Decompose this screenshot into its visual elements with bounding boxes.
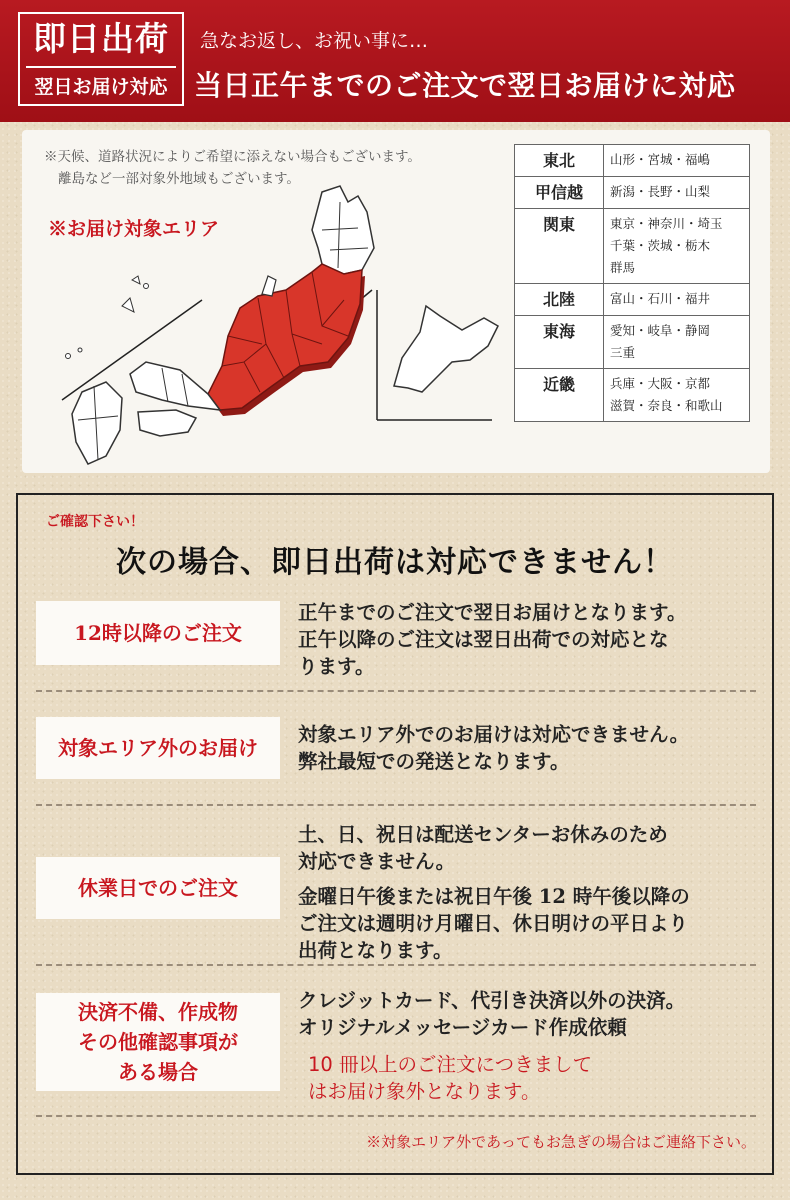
conditions-title: 次の場合、即日出荷は対応できません！ xyxy=(116,545,674,580)
region-name: 近畿 xyxy=(515,369,604,422)
divider xyxy=(36,804,756,806)
divider xyxy=(36,964,756,966)
pref-line: 東京・神奈川・埼玉 xyxy=(610,216,723,231)
region-name: 関東 xyxy=(515,209,604,284)
case-line: 弊社最短での発送となります。 xyxy=(298,750,570,773)
delivery-area-label: ※お届け対象エリア xyxy=(48,218,220,240)
divider xyxy=(36,1115,756,1117)
case-line: 土、日、祝日は配送センターお休みのため xyxy=(298,823,668,846)
case-line: 正午までのご注文で翌日お届けとなります。 xyxy=(298,601,687,624)
case-text-payment xyxy=(298,987,758,1105)
case-label-after-noon: 12時以降のご注文 xyxy=(36,601,280,665)
case-label-line: ある場合 xyxy=(118,1060,198,1084)
table-row xyxy=(515,145,750,177)
table-row xyxy=(515,316,750,369)
case-label-payment xyxy=(36,993,280,1091)
same-day-badge xyxy=(18,12,184,106)
region-prefectures xyxy=(604,209,750,284)
region-name: 北陸 xyxy=(515,284,604,316)
case-line: 正午以降のご注文は翌日出荷での対応とな xyxy=(298,628,669,651)
region-table xyxy=(514,144,750,422)
divider xyxy=(36,690,756,692)
case-text-outside-area xyxy=(298,721,758,775)
case-label-holiday: 休業日でのご注文 xyxy=(36,857,280,919)
table-row xyxy=(515,369,750,422)
case-line: 金曜日午後または祝日午後 12 時午後以降の xyxy=(298,885,690,908)
shikoku-region-shape xyxy=(138,410,196,436)
case-text-holiday xyxy=(298,821,758,964)
badge-divider xyxy=(26,66,176,68)
island-shape-4 xyxy=(66,354,71,359)
case-red-line: はお届け象外となります。 xyxy=(308,1080,541,1103)
region-prefectures xyxy=(604,316,750,369)
case-line: ご注文は週明け月曜日、休日明けの平日より xyxy=(298,912,689,935)
island-shape-3 xyxy=(144,284,149,289)
region-name: 東北 xyxy=(515,145,604,177)
region-prefectures xyxy=(604,369,750,422)
badge-subtitle: 翌日お届け対応 xyxy=(34,76,168,98)
case-label-line: その他確認事項が xyxy=(78,1030,238,1054)
pref-line: 三重 xyxy=(610,345,636,360)
case-line: 対象エリア外でのお届けは対応できません。 xyxy=(298,723,690,746)
case-line: ります。 xyxy=(298,655,375,678)
pref-line: 滋賀・奈良・和歌山 xyxy=(610,398,723,413)
delivery-area-card xyxy=(22,130,770,473)
pref-line: 群馬 xyxy=(610,260,636,275)
case-line: 対応できません。 xyxy=(298,850,456,873)
pref-line: 新潟・長野・山梨 xyxy=(610,184,711,199)
chugoku-region-shape xyxy=(130,362,220,410)
case-line: オリジナルメッセージカード作成依頼 xyxy=(298,1016,627,1039)
region-prefectures xyxy=(604,145,750,177)
region-name: 東海 xyxy=(515,316,604,369)
table-row xyxy=(515,177,750,209)
pref-line: 千葉・茨城・栃木 xyxy=(610,238,711,253)
island-shape-2 xyxy=(132,276,140,284)
case-line: 出荷となります。 xyxy=(298,939,453,962)
header-subtitle: 急なお返し、お祝い事に… xyxy=(200,30,429,52)
pref-line: 兵庫・大阪・京都 xyxy=(610,376,711,391)
pref-line: 山形・宮城・福嶋 xyxy=(610,152,711,167)
pref-line: 愛知・岐阜・静岡 xyxy=(610,323,711,338)
header-title: 当日正午までのご注文で翌日お届けに対応 xyxy=(194,69,736,102)
case-text-after-noon xyxy=(298,599,758,680)
japan-map xyxy=(22,130,512,473)
confirm-label: ご確認下さい！ xyxy=(46,514,144,530)
case-line: クレジットカード、代引き決済以外の決済。 xyxy=(298,989,686,1012)
island-shape-5 xyxy=(78,348,82,352)
conditions-box xyxy=(16,493,774,1175)
kyushu-region-shape xyxy=(72,382,122,464)
note-line-2: 離島など一部対象外地域もございます。 xyxy=(58,171,300,187)
case-label-line: 決済不備、作成物 xyxy=(78,1000,238,1024)
hokkaido-shape xyxy=(394,306,498,392)
footnote: ※対象エリア外であってもお急ぎの場合はご連絡下さい。 xyxy=(366,1133,756,1151)
tohoku-region-shape xyxy=(312,186,374,274)
region-prefectures xyxy=(604,284,750,316)
case-label-outside-area: 対象エリア外のお届け xyxy=(36,717,280,779)
badge-title: 即日出荷 xyxy=(33,19,169,58)
table-row xyxy=(515,284,750,316)
pref-line: 富山・石川・福井 xyxy=(610,291,711,306)
region-name: 甲信越 xyxy=(515,177,604,209)
header-banner xyxy=(0,0,790,122)
case-red-line: 10 冊以上のご注文につきまして xyxy=(308,1053,593,1076)
table-row xyxy=(515,209,750,284)
region-prefectures xyxy=(604,177,750,209)
note-line-1: ※天候、道路状況によりご希望に添えない場合もございます。 xyxy=(44,149,421,165)
island-shape-1 xyxy=(122,298,134,312)
